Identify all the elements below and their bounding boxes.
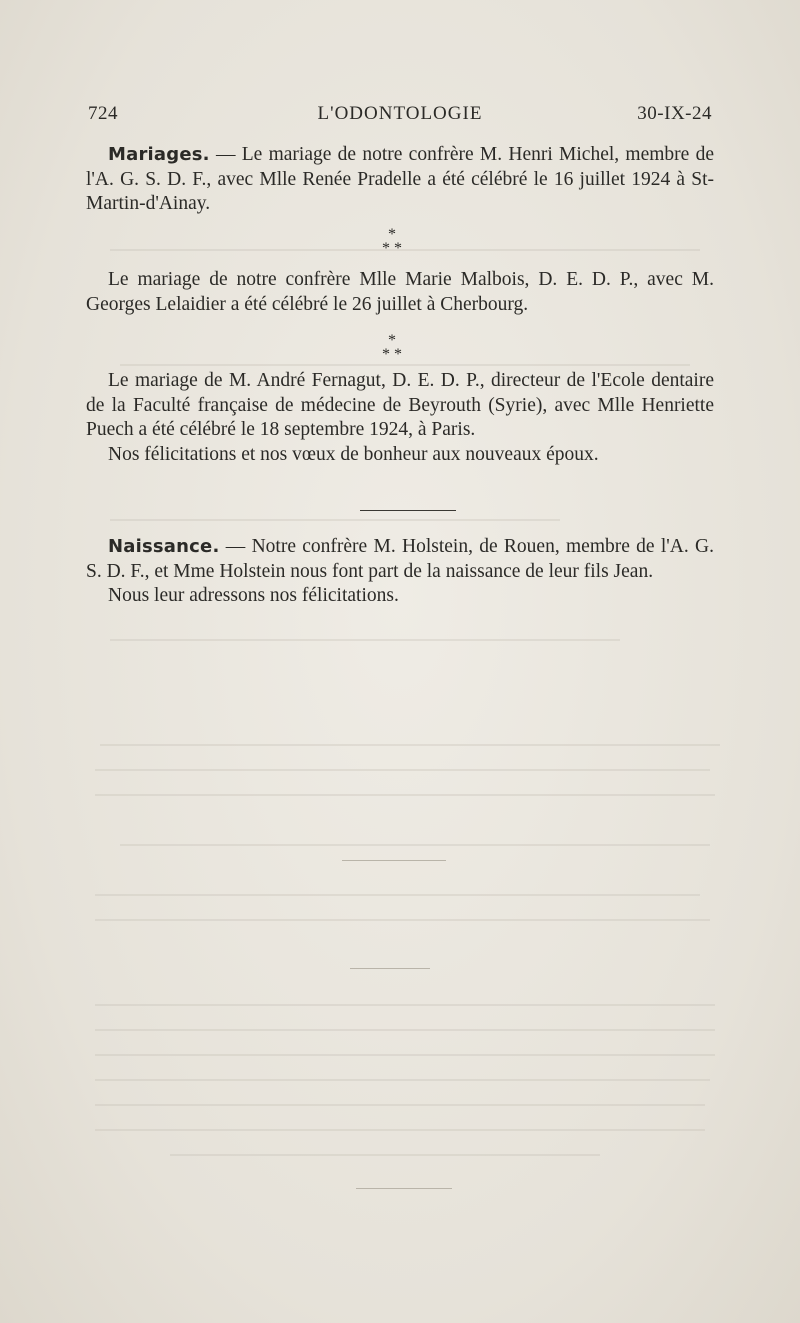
mariages-paragraph-2-text: Le mariage de notre confrère Mlle Marie Malbois, D. E. D. P., avec M. Georges Lelaidier a été célébré le 26 juillet à Cherbourg. (86, 269, 714, 315)
running-head (88, 103, 712, 127)
show-through-rule-2 (350, 968, 430, 969)
asterism-2: * * * (382, 332, 402, 363)
show-through-rule-3 (356, 1188, 452, 1189)
show-through-rule-1 (342, 860, 446, 861)
naissance-paragraph-1 (86, 535, 714, 584)
mariages-paragraph-1-text: — Le mariage de notre confrère M. Henri Michel, membre de l'A. G. S. D. F., avec Mlle Renée Pradelle a été célébré le 16 juillet 1924 à St-Martin-d'Ainay. (86, 144, 714, 214)
section-heading-mariages: Mariages. (108, 144, 210, 165)
mariages-paragraph-3-text: Le mariage de M. André Fernagut, D. E. D. P., directeur de l'Ecole dentaire de la Faculté française de médecine de Beyrouth (Syrie), avec Mlle Henriette Puech a été célébré le 18 septembre 1924, à Paris. (86, 370, 714, 440)
naissance-paragraph-1-text: — Notre confrère M. Holstein, de Rouen, membre de l'A. G. S. D. F., et Mme Holstein nous font part de la naissance de leur fils Jean. (86, 536, 714, 582)
asterism-1: * * * (382, 226, 402, 257)
section-divider (360, 510, 456, 511)
mariages-paragraph-2 (86, 268, 714, 317)
journal-title: L'ODONTOLOGIE (317, 103, 483, 124)
naissance-section (86, 535, 714, 609)
page-number: 724 (88, 103, 118, 124)
mariages-section (86, 143, 714, 217)
mariages-paragraph-4-text: Nos félicitations et nos vœux de bonheur aux nouveaux époux. (108, 443, 599, 465)
naissance-paragraph-2-text: Nous leur adressons nos félicitations. (108, 585, 399, 606)
mariages-paragraph-3 (86, 369, 714, 467)
section-heading-naissance: Naissance. (108, 536, 220, 557)
mariages-paragraph-1 (86, 143, 714, 217)
issue-date: 30-IX-24 (637, 103, 712, 124)
